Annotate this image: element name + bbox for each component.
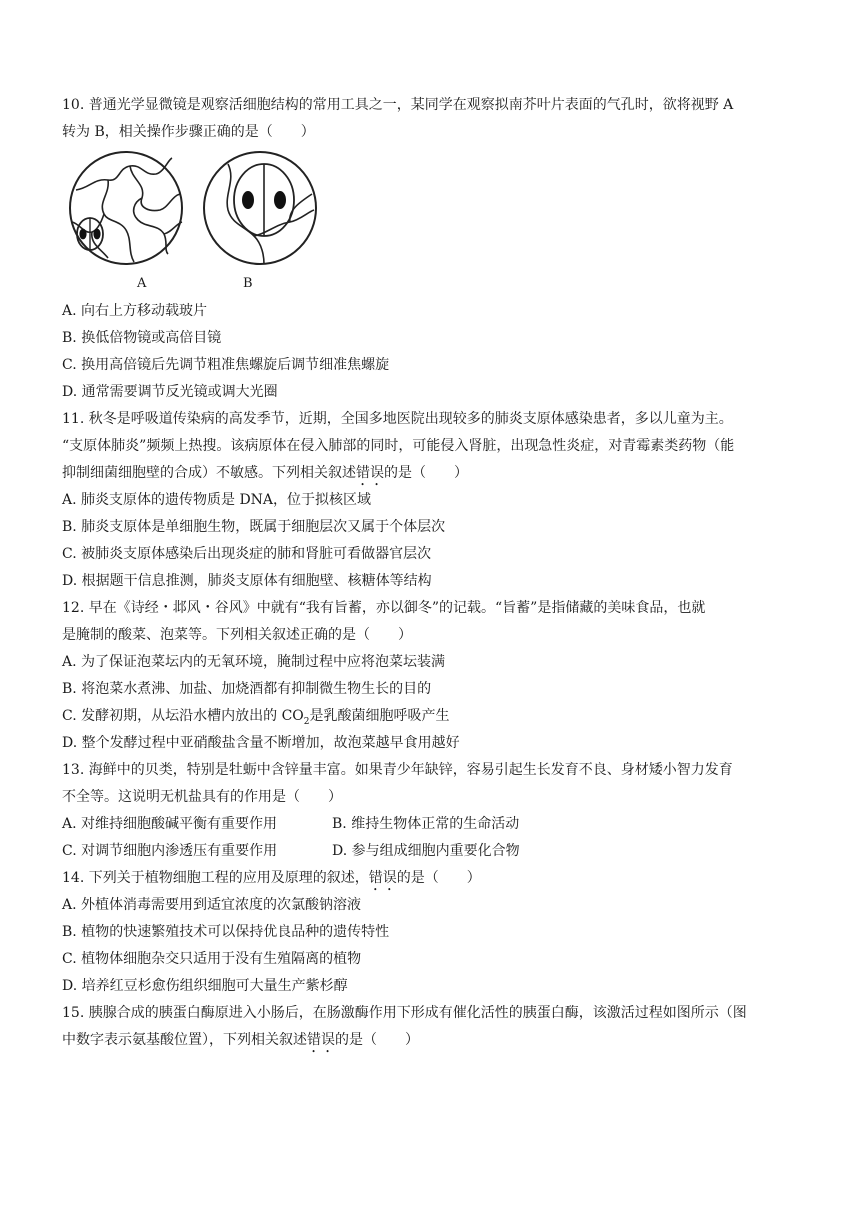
question-13-options-row2 (62, 838, 802, 865)
question-11-stem-tail: 的是（ ） (384, 465, 468, 481)
question-15-stem-line1: 15. 胰腺合成的胰蛋白酶原进入小肠后，在肠激酶作用下形成有催化活性的胰蛋白酶，该激活过程如图所示（图 (62, 1005, 747, 1021)
question-10-stem-line1: 10. 普通光学显微镜是观察活细胞结构的常用工具之一，某同学在观察拟南芥叶片表面的气孔时，欲将视野 A (62, 97, 734, 113)
question-12-stem-line1: 12. 早在《诗经・邶风・谷风》中就有“我有旨蓄，亦以御冬”的记载。“旨蓄”是指储藏的美味食品，也就 (62, 600, 706, 616)
question-11-stem-line1: 11. 秋冬是呼吸道传染病的高发季节，近期，全国多地医院出现较多的肺炎支原体感染患者，多以儿童为主。 (62, 411, 733, 427)
microscope-view-a (70, 152, 182, 264)
question-11-option-d[interactable]: D. 根据题干信息推测，肺炎支原体有细胞壁、核糖体等结构 (62, 573, 432, 589)
question-13-stem-line1: 13. 海鲜中的贝类，特别是牡蛎中含锌量丰富。如果青少年缺锌，容易引起生长发育不良、身材矮小智力发育 (62, 762, 733, 778)
question-12-option-b[interactable]: B. 将泡菜水煮沸、加盐、加烧酒都有抑制微生物生长的目的 (62, 681, 432, 697)
question-10-option-d[interactable]: D. 通常需要调节反光镜或调大光圈 (62, 384, 278, 400)
question-11-stem-text: 抑制细菌细胞壁的合成）不敏感。下列相关叙述 (62, 465, 356, 481)
question-14-stem-tail: 的是（ ） (396, 870, 481, 886)
question-14-option-a[interactable]: A. 外植体消毒需要用到适宜浓度的次氯酸钠溶液 (62, 897, 362, 913)
question-13-option-a[interactable]: A. 对维持细胞酸碱平衡有重要作用 (62, 816, 278, 832)
subscript-2: 2 (303, 716, 310, 727)
figure-label-a: A (137, 276, 147, 291)
question-12-stem-line2: 是腌制的酸菜、泡菜等。下列相关叙述正确的是（ ） (62, 627, 412, 643)
question-15-stem-tail: 的是（ ） (335, 1032, 419, 1048)
question-12-option-c[interactable] (62, 703, 802, 730)
question-10-option-a[interactable]: A. 向右上方移动载玻片 (62, 303, 208, 319)
question-11-option-c[interactable]: C. 被肺炎支原体感染后出现炎症的肺和肾脏可看做器官层次 (62, 546, 432, 562)
question-14-option-c[interactable]: C. 植物体细胞杂交只适用于没有生殖隔离的植物 (62, 951, 362, 967)
figure-label-b: B (243, 276, 253, 291)
question-10-option-c[interactable]: C. 换用高倍镜后先调节粗准焦螺旋后调节细准焦螺旋 (62, 357, 390, 373)
question-13-options-row1 (62, 811, 802, 838)
microscope-view-figure (62, 150, 802, 298)
question-12-option-a[interactable]: A. 为了保证泡菜坛内的无氧环境，腌制过程中应将泡菜坛装满 (62, 654, 446, 670)
question-14-option-d[interactable]: D. 培养红豆杉愈伤组织细胞可大量生产紫杉醇 (62, 978, 348, 994)
emphasis-mark: 错误 (368, 870, 397, 886)
question-11-option-a[interactable]: A. 肺炎支原体的遗传物质是 DNA，位于拟核区域 (62, 492, 372, 508)
emphasis-mark: 错误 (356, 465, 384, 481)
question-13-stem-line2: 不全等。这说明无机盐具有的作用是（ ） (62, 789, 342, 805)
question-sheet (62, 92, 802, 1054)
question-11-stem-line2: “支原体肺炎”频频上热搜。该病原体在侵入肺部的同时，可能侵入肾脏，出现急性炎症，对青霉素类药物（能 (62, 438, 735, 454)
question-13-option-c[interactable]: C. 对调节细胞内渗透压有重要作用 (62, 843, 278, 859)
question-13-option-b[interactable]: B. 维持生物体正常的生命活动 (332, 816, 520, 832)
microscope-view-b (204, 152, 316, 264)
question-15-stem-line2 (62, 1027, 802, 1054)
option-c-tail: 是乳酸菌细胞呼吸产生 (309, 708, 450, 724)
question-11-stem-line3 (62, 460, 802, 487)
microscope-views-illustration (68, 150, 328, 272)
question-15-stem-text: 中数字表示氨基酸位置），下列相关叙述 (62, 1032, 307, 1048)
question-12-option-d[interactable]: D. 整个发酵过程中亚硝酸盐含量不断增加，故泡菜越早食用越好 (62, 735, 460, 751)
question-14-stem-line1 (62, 865, 802, 892)
option-c-text: C. 发酵初期，从坛沿水槽内放出的 CO (62, 708, 304, 724)
question-11-option-b[interactable]: B. 肺炎支原体是单细胞生物，既属于细胞层次又属于个体层次 (62, 519, 446, 535)
question-10-stem-line2: 转为 B，相关操作步骤正确的是（ ） (62, 124, 315, 140)
question-14-stem-text: 14. 下列关于植物细胞工程的应用及原理的叙述， (62, 870, 369, 886)
question-14-option-b[interactable]: B. 植物的快速繁殖技术可以保持优良品种的遗传特性 (62, 924, 390, 940)
question-10-option-b[interactable]: B. 换低倍物镜或高倍目镜 (62, 330, 222, 346)
question-13-option-d[interactable]: D. 参与组成细胞内重要化合物 (332, 843, 520, 859)
emphasis-mark: 错误 (307, 1032, 335, 1048)
